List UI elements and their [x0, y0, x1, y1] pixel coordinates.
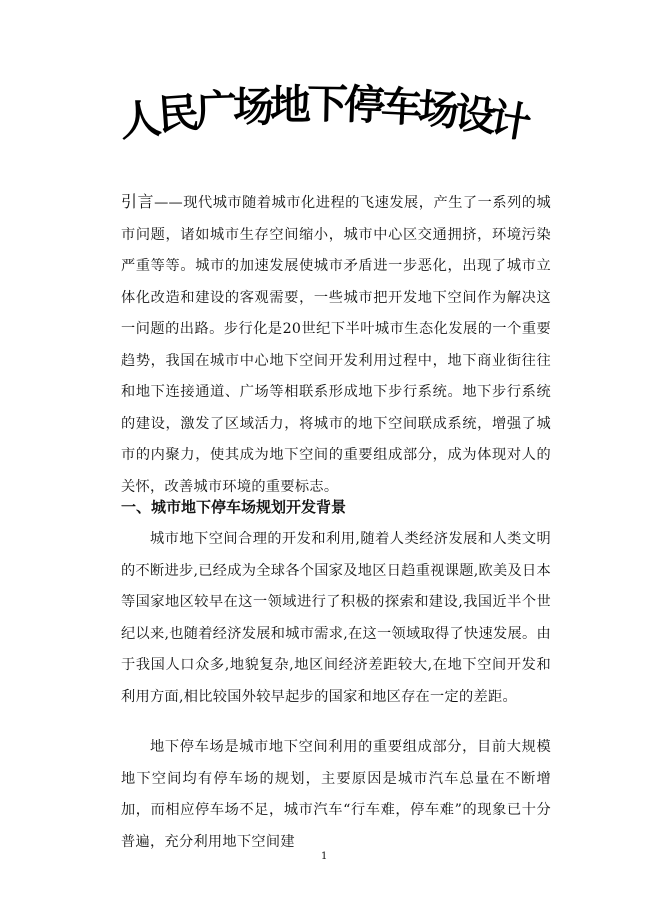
intro-body: ——现代城市随着城市化进程的飞速发展，产生了一系列的城市问题，诸如城市生存空间缩小，城市中心区交通拥挤，环境污染严重等等。城市的加速发展使城市矛盾进一步恶化，出现了城市立体化改造和建设的客观需要，一些城市把开发地下空间作为解决这一问题的出路。步行化是20世纪下半叶城市生态化发展的一个重要趋势，我国在城市中心地下空间开发利用过程中，地下商业街往往和地下连接通道、广场等相联系形成地下步行系统。地下步行系统的建设，激发了区域活力，将城市的地下空间联成系统，增强了城市的内聚力，使其成为地下空间的重要组成部分，成为体现对人的关怀，改善城市环境的重要标志。	[121, 195, 551, 495]
title-char: 下	[306, 79, 349, 129]
body-paragraph: 地下停车场是城市地下空间利用的重要组成部分，目前大规模地下空间均有停车场的规划，主要原因是城市汽车总量在不断增加，而相应停车场不足，城市汽车“行车难，停车难”的现象已十分普遍，充分利用地下空间建	[121, 739, 551, 850]
title-char: 设	[452, 88, 499, 142]
title-char: 民	[156, 88, 201, 140]
intro-label: 引言	[121, 192, 155, 211]
body-paragraph: 城市地下空间合理的开发和利用,随着人类经济发展和人类文明的不断进步,已经成为全球各个国家及地区日趋重视课题,欧美及日本等国家地区较早在这一领域进行了积极的探索和建设,我国近半个世纪以来,也随着经济发展和城市需求,在这一领域取得了快速发展。由于我国人口众多,地貌复杂,地区间经济差距较大,在地下空间开发和利用方面,相比较国外较早起步的国家和地区存在一定的差距。	[121, 531, 551, 705]
title-char: 停	[343, 80, 386, 130]
section-heading: 一、城市地下停车场规划开发背景	[121, 498, 347, 516]
title-char: 场	[233, 83, 274, 131]
title-char: 车	[379, 81, 424, 133]
page-number: 1	[321, 851, 328, 862]
intro-paragraph	[121, 186, 551, 503]
title-char: 人	[117, 93, 164, 147]
title-char: 地	[270, 81, 311, 129]
title-char: 场	[416, 84, 461, 136]
title-char: 广	[195, 85, 238, 135]
document-title	[117, 78, 540, 158]
title-char: 计	[486, 94, 535, 148]
